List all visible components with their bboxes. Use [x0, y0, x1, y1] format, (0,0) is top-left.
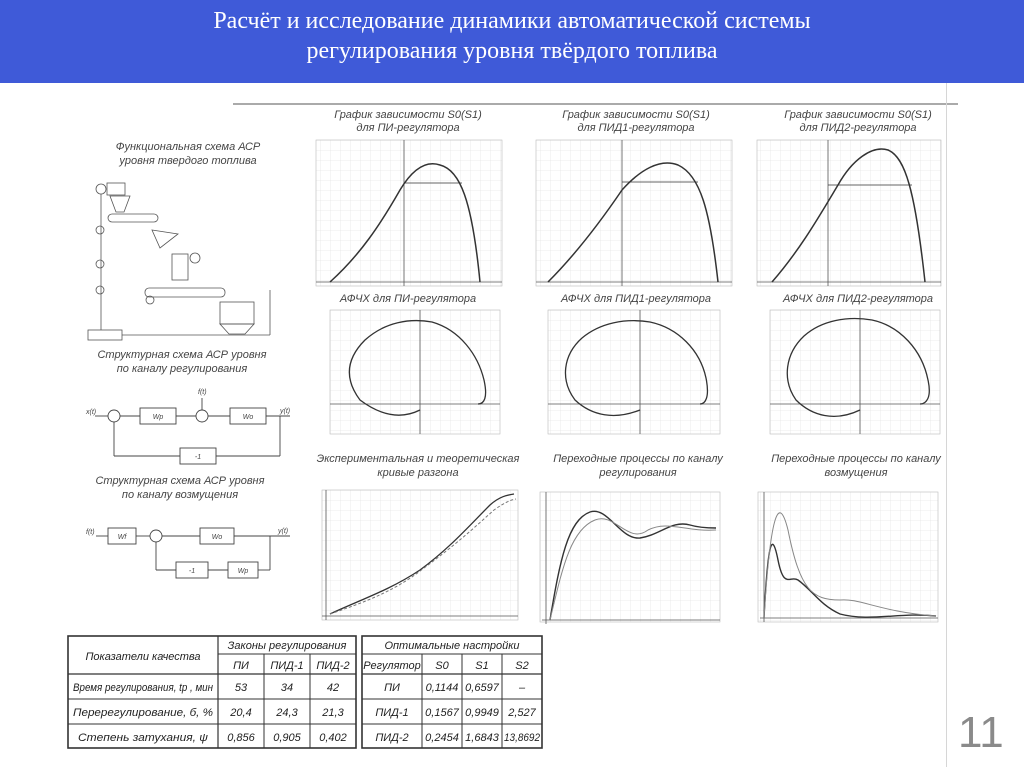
reg-f-label: f(t)	[198, 389, 207, 396]
chart-s0s1-pid1-title-1: График зависимости S0(S1)	[562, 109, 710, 121]
quality-row-3-v1: 0,856	[227, 732, 255, 744]
chart-s0s1-pi-title-2: для ПИ-регулятора	[356, 122, 460, 134]
settings-r3-c2: 0,2454	[425, 732, 459, 744]
settings-r2-c4: 2,527	[508, 707, 536, 719]
quality-header-main: Показатели качества	[85, 651, 201, 663]
quality-col-2: ПИД-1	[270, 660, 304, 672]
settings-r1-c2: 0,1144	[425, 682, 459, 694]
settings-table	[362, 636, 542, 748]
chart-afchx-pi	[330, 293, 500, 434]
settings-r3-c3: 1,6843	[465, 732, 499, 744]
quality-row-1-v1: 53	[234, 682, 248, 694]
quality-table	[68, 636, 356, 748]
page-number: 11	[958, 708, 1004, 757]
chart-trans-reg-title-2: регулирования	[599, 467, 677, 479]
settings-r1-c1: ПИ	[384, 682, 400, 694]
slide-title-line2: регулирования уровня твёрдого топлива	[306, 38, 718, 64]
structural-scheme-disturbance	[86, 475, 290, 578]
quality-row-3-label: Степень затухания, ψ	[78, 732, 208, 744]
structural-scheme-regulation	[85, 349, 290, 464]
chart-razgon-title-1: Экспериментальная и теоретическая	[316, 453, 520, 465]
quality-header-laws: Законы регулирования	[227, 640, 347, 652]
chart-s0s1-pid2-title-2: для ПИД2-регулятора	[799, 122, 917, 134]
dist-w2-block: Wo	[211, 534, 223, 541]
chart-s0s1-pi	[316, 109, 502, 286]
settings-r1-c4: –	[518, 682, 526, 694]
chart-afchx-pi-title: АФЧХ для ПИ-регулятора	[339, 293, 477, 305]
quality-row-1-v2: 34	[280, 682, 294, 694]
dist-f-label: f(t)	[86, 529, 95, 536]
chart-razgon-title-2: кривые разгона	[377, 467, 459, 479]
slide-title-line1: Расчёт и исследование динамики автоматической системы	[213, 8, 811, 34]
settings-col-1: Регулятор	[363, 660, 421, 672]
settings-r2-c3: 0,9949	[465, 707, 499, 719]
quality-row-2-v3: 21,3	[322, 707, 344, 719]
structural-dist-title-1: Структурная схема АСР уровня	[95, 475, 265, 487]
settings-header: Оптимальные настройки	[384, 640, 520, 652]
reg-x-label: x(t)	[86, 409, 97, 416]
chart-afchx-pid2-title: АФЧХ для ПИД2-регулятора	[782, 293, 934, 305]
settings-r2-c2: 0,1567	[425, 707, 459, 719]
chart-afchx-pid2	[770, 293, 940, 434]
structural-dist-title-2: по каналу возмущения	[121, 489, 239, 501]
reg-fb-block: -1	[194, 454, 202, 461]
chart-trans-reg	[540, 453, 724, 624]
settings-r3-c1: ПИД-2	[375, 732, 409, 744]
settings-r2-c1: ПИД-1	[375, 707, 409, 719]
chart-afchx-pid1-title: АФЧХ для ПИД1-регулятора	[560, 293, 712, 305]
settings-r1-c3: 0,6597	[465, 682, 499, 694]
settings-col-4: S2	[515, 660, 529, 672]
settings-col-3: S1	[475, 660, 489, 672]
reg-w2-block: Wо	[242, 414, 254, 421]
quality-row-1-label: Время регулирования, tр , мин	[73, 682, 213, 694]
chart-s0s1-pid1	[536, 109, 732, 286]
settings-col-2: S0	[435, 660, 449, 672]
chart-razgon	[317, 453, 520, 620]
chart-s0s1-pid1-title-2: для ПИД1-регулятора	[577, 122, 695, 134]
settings-r3-c4: 13,8692	[504, 732, 540, 744]
chart-trans-dist-title-1: Переходные процессы по каналу	[771, 453, 941, 465]
chart-afchx-pid1	[548, 293, 720, 434]
functional-title-1: Функциональная схема АСР	[115, 141, 261, 153]
quality-row-3-v2: 0,905	[273, 732, 301, 744]
functional-title-2: уровня твердого топлива	[119, 155, 257, 167]
chart-s0s1-pi-title-1: График зависимости S0(S1)	[334, 109, 482, 121]
structural-reg-title-1: Структурная схема АСР уровня	[97, 349, 267, 361]
quality-row-2-v2: 24,3	[276, 707, 298, 719]
quality-col-1: ПИ	[233, 660, 249, 672]
dist-y-label: y(t)	[278, 528, 289, 535]
dist-w3-block: Wр	[237, 568, 249, 575]
chart-trans-dist	[758, 453, 942, 622]
reg-w1-block: Wр	[152, 414, 164, 421]
chart-s0s1-pid2	[757, 109, 941, 286]
quality-row-3-v3: 0,402	[319, 732, 347, 744]
chart-trans-reg-title-1: Переходные процессы по каналу	[553, 453, 723, 465]
chart-s0s1-pid2-title-1: График зависимости S0(S1)	[784, 109, 932, 121]
divider-line	[946, 83, 947, 767]
reg-y-label: y(t)	[280, 408, 291, 415]
quality-col-3: ПИД-2	[316, 660, 350, 672]
quality-row-2-v1: 20,4	[230, 707, 252, 719]
functional-scheme	[88, 141, 270, 340]
quality-row-2-label: Перерегулирование, б, %	[73, 707, 214, 719]
structural-reg-title-2: по каналу регулирования	[116, 363, 248, 375]
dist-w1-block: Wf	[117, 534, 127, 541]
quality-row-1-v3: 42	[326, 682, 340, 694]
dist-fb-block: -1	[188, 568, 196, 575]
chart-trans-dist-title-2: возмущения	[824, 467, 888, 479]
